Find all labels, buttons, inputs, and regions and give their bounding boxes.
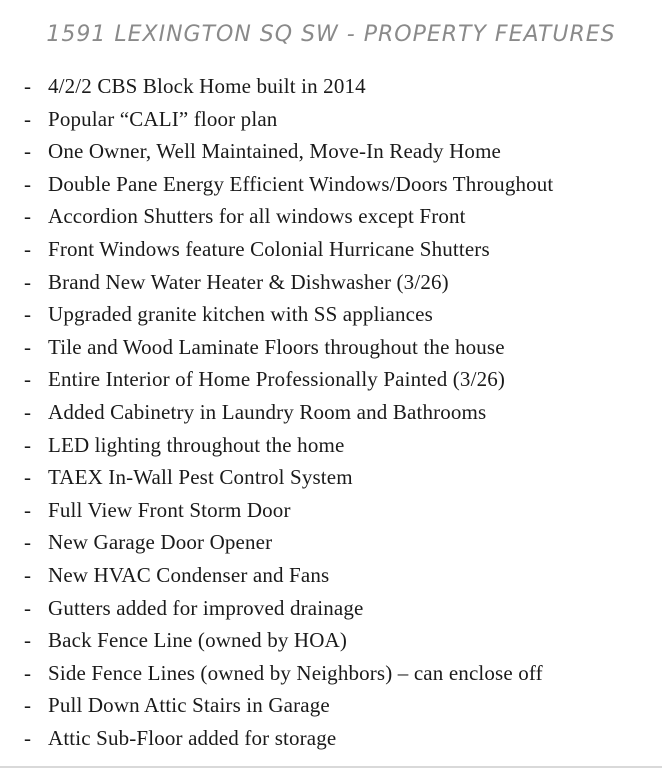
bullet-dash: - xyxy=(24,660,31,685)
bullet-dash: - xyxy=(24,693,31,718)
feature-text: Front Windows feature Colonial Hurricane Shutters xyxy=(48,236,490,261)
bullet-dash: - xyxy=(24,595,31,620)
bullet-dash: - xyxy=(24,106,31,131)
feature-text: Double Pane Energy Efficient Windows/Doors Throughout xyxy=(48,171,554,196)
bullet-dash: - xyxy=(24,432,31,457)
feature-text: Attic Sub-Floor added for storage xyxy=(48,725,337,750)
feature-text: Brand New Water Heater & Dishwasher (3/26) xyxy=(48,269,449,294)
feature-text: TAEX In-Wall Pest Control System xyxy=(48,465,353,490)
bullet-dash: - xyxy=(24,530,31,555)
bullet-dash: - xyxy=(24,139,31,164)
bullet-dash: - xyxy=(24,725,31,750)
feature-text: Entire Interior of Home Professionally Painted (3/26) xyxy=(48,367,506,392)
feature-text: Added Cabinetry in Laundry Room and Bathrooms xyxy=(48,399,487,424)
feature-text: Gutters added for improved drainage xyxy=(48,595,364,620)
feature-text: Tile and Wood Laminate Floors throughout the house xyxy=(48,334,505,359)
bullet-dash: - xyxy=(24,302,31,327)
feature-text: Popular “CALI” floor plan xyxy=(48,106,278,131)
feature-text: Side Fence Lines (owned by Neighbors) – can enclose off xyxy=(48,660,543,685)
bullet-dash: - xyxy=(24,171,31,196)
bullet-dash: - xyxy=(24,399,31,424)
page-title: 1591 LEXINGTON SQ SW - PROPERTY FEATURES xyxy=(46,22,616,47)
bullet-dash: - xyxy=(24,367,31,392)
feature-text: LED lighting throughout the home xyxy=(48,432,345,457)
feature-text: Pull Down Attic Stairs in Garage xyxy=(48,693,330,718)
bullet-dash: - xyxy=(24,236,31,261)
feature-text: One Owner, Well Maintained, Move-In Ready Home xyxy=(48,139,502,164)
bullet-dash: - xyxy=(24,334,31,359)
feature-text: Full View Front Storm Door xyxy=(48,497,291,522)
bullet-dash: - xyxy=(24,497,31,522)
bullet-dash: - xyxy=(24,628,31,653)
bullet-dash: - xyxy=(24,562,31,587)
feature-text: Upgraded granite kitchen with SS appliances xyxy=(48,302,433,327)
feature-text: Accordion Shutters for all windows except Front xyxy=(48,204,466,229)
bullet-dash: - xyxy=(24,204,31,229)
bullet-dash: - xyxy=(24,269,31,294)
bullet-dash: - xyxy=(24,465,31,490)
feature-text: Back Fence Line (owned by HOA) xyxy=(48,628,347,653)
feature-text: 4/2/2 CBS Block Home built in 2014 xyxy=(48,74,366,98)
feature-text: New Garage Door Opener xyxy=(48,530,273,555)
bullet-dash: - xyxy=(24,74,31,98)
feature-text: New HVAC Condenser and Fans xyxy=(48,562,330,587)
